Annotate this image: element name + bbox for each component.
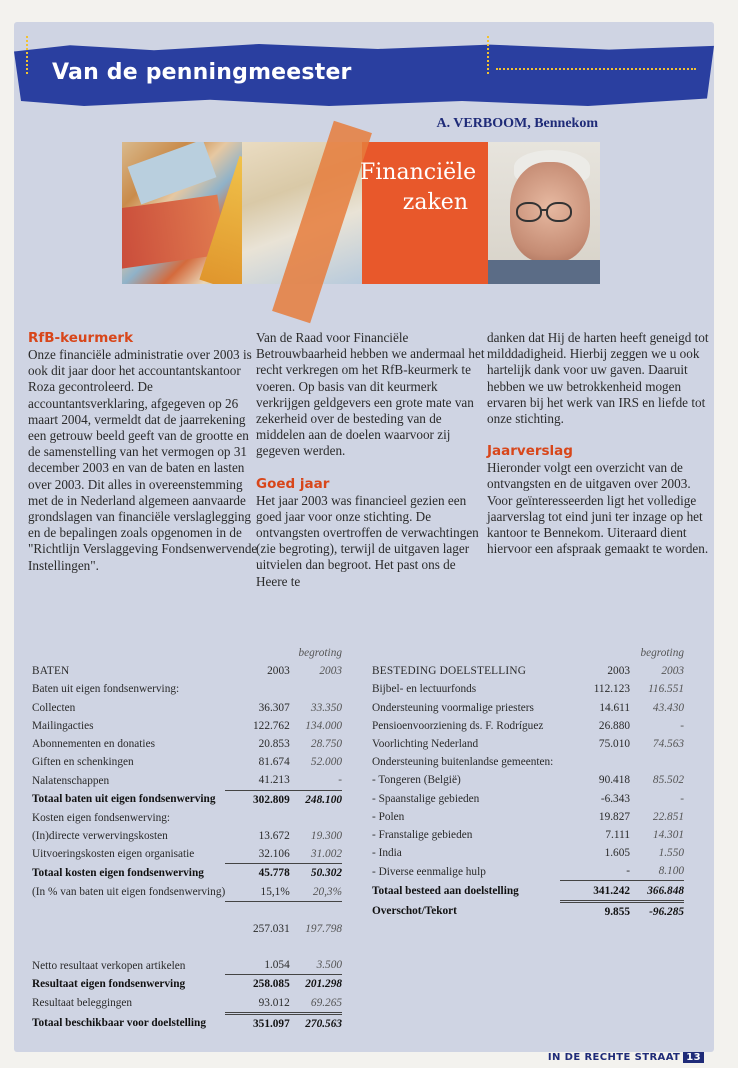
- table-row: [372, 826, 684, 844]
- row-label: Baten uit eigen fondsenwerving:: [32, 683, 180, 696]
- row-label: Nalatenschappen: [32, 774, 110, 787]
- table-row: [372, 808, 684, 826]
- row-value-begroting: [630, 753, 684, 771]
- article-column-1: [28, 330, 260, 574]
- row-value-2003: 13.672: [258, 829, 290, 842]
- row-value-begroting: 85.502: [652, 774, 684, 787]
- table-row: [32, 717, 342, 735]
- table-row: [32, 827, 342, 845]
- row-value-2003: 36.307: [258, 701, 290, 714]
- author-portrait: [488, 142, 600, 284]
- row-value-2003: 258.085: [253, 978, 290, 991]
- paragraph-5: Hieronder volgt een overzicht van de ontvangsten en de uitgaven over 2003. Voor geïnteresseerden ligt het volledige jaarverslag tot eind juni ter inzage op het kantoor te Bennekom. Uiteraard dient hiervoor een afspraak gemaakt te worden.: [487, 460, 709, 557]
- row-value-2003: 32.106: [225, 845, 289, 864]
- row-label: - Polen: [372, 810, 405, 823]
- row-value-begroting: 201.298: [305, 978, 342, 991]
- row-value-begroting: 19.300: [310, 829, 342, 842]
- row-value-begroting: 28.750: [310, 738, 342, 751]
- row-label: Ondersteuning voormalige priesters: [372, 701, 534, 714]
- row-label: Totaal kosten eigen fondsenwerving: [32, 867, 204, 880]
- row-value-begroting: 270.563: [305, 1017, 342, 1030]
- table-row: [372, 771, 684, 789]
- besteding-header: BESTEDING DOELSTELLING: [372, 665, 527, 678]
- row-label: Kosten eigen fondsenwerving:: [32, 811, 171, 824]
- row-value-begroting: [290, 680, 342, 698]
- table-row: [372, 717, 684, 735]
- row-value-2003: 81.674: [258, 756, 290, 769]
- row-value-begroting: 3.500: [290, 956, 342, 975]
- row-label: - Tongeren (België): [372, 774, 461, 787]
- table-row: [372, 680, 684, 698]
- row-label: Overschot/Tekort: [372, 904, 457, 917]
- table-row: [372, 901, 684, 921]
- row-value-begroting: 20,3%: [290, 882, 342, 901]
- photo-title-line1: Financiële: [360, 160, 477, 185]
- row-value-begroting: 43.430: [652, 701, 684, 714]
- table-row: [32, 882, 342, 901]
- row-label: Ondersteuning buitenlandse gemeenten:: [372, 756, 554, 769]
- row-value-begroting: -: [290, 771, 342, 790]
- row-value-begroting: -96.285: [649, 905, 684, 918]
- baten-header: BATEN: [32, 665, 70, 678]
- row-label: Mailingacties: [32, 719, 94, 732]
- paragraph-2: Van de Raad voor Financiële Betrouwbaarheid hebben we andermaal het recht verkregen om het RfB-keurmerk te voeren. Op basis van dit keurmerk verkrijgen geldgevers een grote mate van zekerheid over de besteding van de middelen aan de doelen waarvoor zij gegeven werden.: [256, 330, 485, 459]
- photo-title: [360, 158, 477, 217]
- row-label: Abonnementen en donaties: [32, 738, 155, 751]
- row-value-begroting: 14.301: [652, 828, 684, 841]
- header-photo: [122, 142, 600, 284]
- row-value-begroting: 74.563: [652, 738, 684, 751]
- table-row: [32, 771, 342, 790]
- table-row: [32, 845, 342, 864]
- row-value-2003: 7.111: [605, 828, 630, 841]
- heading-goed-jaar: Goed jaar: [256, 475, 330, 492]
- page-title: Van de penningmeester: [52, 60, 352, 85]
- row-label: Totaal besteed aan doelstelling: [372, 885, 519, 898]
- table-row: [32, 956, 342, 975]
- row-value-2003: 90.418: [598, 774, 630, 787]
- table-row: [32, 1013, 342, 1033]
- row-value-begroting: 33.350: [310, 701, 342, 714]
- table-row: [32, 735, 342, 753]
- paragraph-3: Het jaar 2003 was financieel gezien een goed jaar voor onze stichting. De ontvangsten overtroffen de verwachtingen (zie begroting), terwijl de uitgaven lager uitvielen dan begroot. Het past ons de Heere te: [256, 492, 479, 589]
- row-value-begroting: 8.100: [630, 862, 684, 881]
- banknotes-image-2: [242, 142, 362, 284]
- table-row: [372, 699, 684, 717]
- row-value-2003: 41.213: [225, 771, 289, 790]
- article-column-2: [256, 330, 488, 590]
- table-row: [372, 753, 684, 771]
- table-row: [372, 862, 684, 881]
- row-label: (In)directe verwervingskosten: [32, 829, 168, 842]
- row-value-2003: 19.827: [598, 810, 630, 823]
- row-value-2003: [225, 809, 289, 827]
- row-value-begroting: [290, 938, 342, 956]
- table-row: [32, 901, 342, 920]
- row-value-begroting: 116.551: [648, 683, 684, 696]
- row-value-2003: 14.611: [599, 701, 630, 714]
- row-value-2003: [560, 753, 630, 771]
- besteding-year: 2003: [607, 665, 630, 678]
- row-value-begroting: 52.000: [310, 756, 342, 769]
- row-value-2003: 9.855: [604, 905, 630, 918]
- row-value-2003: 341.242: [560, 881, 630, 901]
- row-value-begroting: [290, 901, 342, 920]
- table-row: [372, 844, 684, 862]
- table-row: [32, 790, 342, 809]
- besteding-begroting-label: begroting: [640, 647, 684, 660]
- row-label: Voorlichting Nederland: [372, 738, 479, 751]
- row-value-begroting: [290, 809, 342, 827]
- paragraph-4: danken dat Hij de harten heeft geneigd tot milddadigheid. Hierbij zeggen we u ook hartelijk dank voor uw gaven. Daaruit hebben we uw betrokkenheid mogen ervaren bij het werk van IRS en liefde tot onze stichting.: [487, 330, 709, 427]
- baten-begroting-label: begroting: [298, 647, 342, 660]
- table-row: [32, 920, 342, 938]
- row-value-begroting: -: [680, 792, 684, 805]
- row-value-2003: 1.054: [225, 956, 289, 975]
- table-row: [32, 864, 342, 883]
- row-label: Bijbel- en lectuurfonds: [372, 683, 477, 696]
- article-column-3: [487, 330, 719, 557]
- dotted-rule-mid: [487, 36, 491, 74]
- row-value-begroting: 366.848: [630, 881, 684, 901]
- row-label: Pensioenvoorziening ds. F. Rodríguez: [372, 719, 544, 732]
- baten-year-begroting: 2003: [319, 665, 342, 678]
- row-value-2003: 1.605: [604, 847, 630, 860]
- row-value-2003: 26.880: [598, 719, 630, 732]
- row-value-2003: -: [560, 862, 630, 881]
- table-row: [32, 753, 342, 771]
- row-value-begroting: 31.002: [290, 845, 342, 864]
- row-value-begroting: 22.851: [652, 810, 684, 823]
- row-label: - Spaanstalige gebieden: [372, 792, 480, 805]
- dotted-rule-left: [26, 36, 30, 74]
- row-value-2003: [225, 680, 289, 698]
- footer-publication: IN DE RECHTE STRAAT: [547, 1052, 681, 1063]
- author-byline: A. VERBOOM, Bennekom: [436, 116, 598, 131]
- row-value-2003: 351.097: [253, 1017, 290, 1030]
- row-label: Resultaat beleggingen: [32, 997, 133, 1010]
- row-label: - Diverse eenmalige hulp: [372, 865, 486, 878]
- row-value-2003: 93.012: [225, 994, 289, 1014]
- heading-rfb-keurmerk: RfB-keurmerk: [28, 330, 134, 346]
- row-label: - Franstalige gebieden: [372, 828, 473, 841]
- table-row: [372, 735, 684, 753]
- row-label: Totaal baten uit eigen fondsenwerving: [32, 793, 216, 806]
- row-value-2003: 302.809: [253, 793, 290, 806]
- row-label: Giften en schenkingen: [32, 756, 134, 769]
- row-label: (In % van baten uit eigen fondsenwerving): [32, 885, 226, 898]
- photo-title-line2: zaken: [402, 189, 468, 215]
- row-value-2003: [225, 938, 289, 956]
- row-value-begroting: -: [680, 719, 684, 732]
- besteding-year-begroting: 2003: [661, 665, 684, 678]
- besteding-table: [372, 644, 684, 921]
- page-number: 13: [683, 1052, 704, 1063]
- row-label: - India: [372, 847, 402, 860]
- row-label: [32, 901, 225, 920]
- row-value-2003: 122.762: [253, 719, 290, 732]
- row-value-2003: 257.031: [253, 922, 290, 935]
- row-value-begroting: 248.100: [305, 793, 342, 806]
- row-value-begroting: 69.265: [290, 994, 342, 1014]
- row-label: Netto resultaat verkopen artikelen: [32, 959, 186, 972]
- row-label: Collecten: [32, 701, 76, 714]
- table-row: [372, 790, 684, 808]
- row-value-begroting: 134.000: [305, 719, 342, 732]
- baten-table: [32, 644, 342, 1033]
- row-value-begroting: 1.550: [658, 847, 684, 860]
- row-value-2003: 15,1%: [225, 882, 289, 901]
- row-label: Uitvoeringskosten eigen organisatie: [32, 848, 195, 861]
- row-value-2003: 75.010: [598, 738, 630, 751]
- row-value-2003: 45.778: [258, 867, 290, 880]
- row-value-begroting: 50.302: [310, 867, 342, 880]
- page-footer: [548, 1052, 704, 1063]
- row-label: [32, 938, 225, 956]
- row-label: Resultaat eigen fondsenwerving: [32, 978, 186, 991]
- table-row: [32, 938, 342, 956]
- table-row: [372, 881, 684, 901]
- paragraph-1: Onze financiële administratie over 2003 is ook dit jaar door het accountantskantoor Roza gecontroleerd. De accountantsverklaring, afgegeven op 26 maart 2004, vermeldt dat de jaarrekening een getrouw beeld geeft van de grootte en de samenstelling van het vermogen op 31 december 2003 en van de baten en lasten over 2003. Dit alles in overeenstemming met de in Nederland algemeen aanvaarde grondslagen van financiële verslaglegging en de bepalingen zoals opgenomen in de "Richtlijn Verslaggeving Fondsenwervende Instellingen".: [28, 347, 258, 573]
- baten-year: 2003: [267, 665, 290, 678]
- table-row: [32, 699, 342, 717]
- row-label: [32, 920, 225, 938]
- row-label: Totaal beschikbaar voor doelstelling: [32, 1017, 206, 1030]
- table-row: [32, 994, 342, 1014]
- row-value-2003: [225, 901, 289, 920]
- banknotes-image: [122, 142, 242, 284]
- table-row: [32, 809, 342, 827]
- row-value-2003: 112.123: [593, 683, 630, 696]
- heading-jaarverslag: Jaarverslag: [487, 443, 573, 460]
- row-value-2003: 20.853: [258, 738, 290, 751]
- table-row: [32, 975, 342, 994]
- table-row: [32, 680, 342, 698]
- row-value-begroting: 197.798: [305, 922, 342, 935]
- dotted-rule: [496, 68, 696, 72]
- row-value-2003: -6.343: [600, 792, 630, 805]
